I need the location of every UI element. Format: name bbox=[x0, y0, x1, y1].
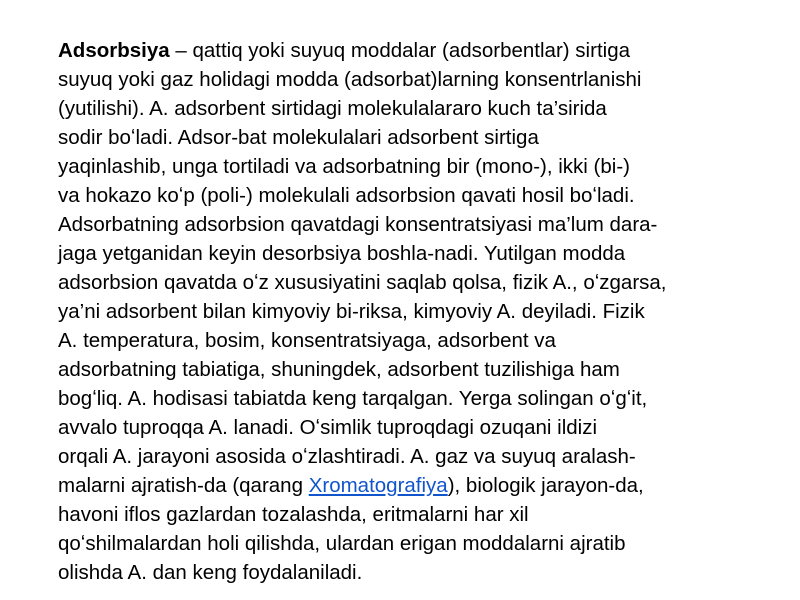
article-line bbox=[58, 36, 718, 65]
article-line: va hokazo koʻp (poli-) molekulali adsorbsion qavati hosil boʻladi. bbox=[58, 184, 635, 207]
article-line: sodir boʻladi. Adsor-bat molekulalari adsorbent sirtiga bbox=[58, 126, 539, 149]
article-line: havoni iflos gazlardan tozalashda, eritmalarni har xil bbox=[58, 503, 529, 526]
article-line: yaqinlashib, unga tortiladi va adsorbatning bir (mono-), ikki (bi-) bbox=[58, 155, 630, 178]
article-line: orqali A. jarayoni asosida oʻzlashtiradi. A. gaz va suyuq aralash- bbox=[58, 445, 636, 468]
article-text bbox=[58, 36, 718, 587]
article-line: jaga yetganidan keyin desorbsiya boshla-nadi. Yutilgan modda bbox=[58, 242, 626, 265]
article-line: ya’ni adsorbent bilan kimyoviy bi-riksa, kimyoviy A. deyiladi. Fizik bbox=[58, 300, 645, 323]
article-line bbox=[58, 471, 718, 500]
article-line: Adsorbatning adsorbsion qavatdagi konsentratsiyasi ma’lum dara- bbox=[58, 213, 658, 236]
article-line: adsorbsion qavatda oʻz xususiyatini saqlab qolsa, fizik A., oʻzgarsa, bbox=[58, 271, 667, 294]
term-heading: Adsorbsiya bbox=[58, 39, 170, 62]
article-line: bogʻliq. A. hodisasi tabiatda keng tarqalgan. Yerga solingan oʻgʻit, bbox=[58, 387, 648, 410]
article-line: avvalo tuproqqa A. lanadi. Oʻsimlik tuproqdagi ozuqani ildizi bbox=[58, 416, 598, 439]
article-line: olishda A. dan keng foydalaniladi. bbox=[58, 561, 363, 584]
text-after-link: ), biologik jarayon-da, bbox=[447, 474, 644, 497]
article-line: qoʻshilmalardan holi qilishda, ulardan erigan moddalarni ajratib bbox=[58, 532, 626, 555]
article-line: (yutilishi). A. adsorbent sirtidagi molekulalararo kuch ta’sirida bbox=[58, 97, 607, 120]
article-line: suyuq yoki gaz holidagi modda (adsorbat)larning konsentrlanishi bbox=[58, 68, 642, 91]
text-before-link: malarni ajratish-da (qarang bbox=[58, 474, 309, 497]
article-line: A. temperatura, bosim, konsentratsiyaga, adsorbent va bbox=[58, 329, 556, 352]
definition-text: – qattiq yoki suyuq moddalar (adsorbentlar) sirtiga bbox=[169, 39, 630, 62]
xromatografiya-link[interactable]: Xromatografiya bbox=[308, 474, 448, 497]
article-line: adsorbatning tabiatiga, shuningdek, adsorbent tuzilishiga ham bbox=[58, 358, 620, 381]
